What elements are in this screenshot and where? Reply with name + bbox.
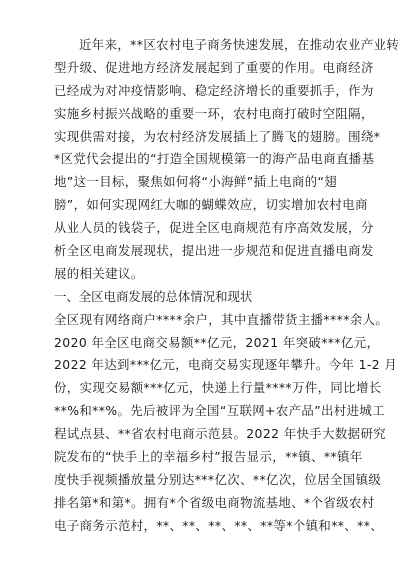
text-line: *区党代会提出的“打造全国规模第一的海产品电商直播基 [54,151,375,167]
text-line: 展的相关建议。 [54,265,144,281]
text-line: 实现供需对接，为农村经济发展插上了腾飞的翅膀。围绕* [54,128,381,144]
text-line: 电子商务示范村，**、**、**、**、**等*个镇和**、**、 [54,517,384,533]
section-heading: 一、全区电商发展的总体情况和现状 [54,288,253,304]
text-line: 排名第*和第*。拥有*个省级电商物流基地、*个省级农村 [54,494,375,510]
text-line: 膀”，如何实现网红大咖的蝴蝶效应，切实增加农村电商 [54,197,368,213]
text-line: **%和**%。先后被评为全国“互联网+农产品”出村进城工 [54,403,385,419]
text-line: 程试点县、**省农村电商示范县。2022 年快手大数据研究 [54,426,387,442]
text-line: 2022 年达到***亿元，电商交易实现逐年攀升。今年 1-2 月 [54,357,398,373]
text-line: 地”这一目标，聚焦如何将“小海鲜”插上电商的“翅 [54,174,338,190]
text-line: 全区现有网络商户****余户，其中直播带货主播****余人。 [54,311,389,327]
text-line: 近年来，**区农村电子商务快速发展，在推动农业产业转 [79,37,400,52]
text-line: 从业人员的钱袋子，促进全区电商规范有序高效发展，分 [54,220,374,236]
text-line: 度快手视频播放量分别达***亿次、**亿次，位居全国镇级 [54,471,382,487]
status-paragraph [54,309,398,538]
text-line: 实施乡村振兴战略的重要一环，农村电商打破时空阻隔， [54,105,374,121]
text-line: 份，实现交易额***亿元，快递上行量****万件，同比增长 [54,380,382,396]
intro-paragraph [54,34,400,286]
text-line: 院发布的“快手上的幸福乡村”报告显示，**镇、**镇年 [54,449,363,465]
text-line: 已经成为对冲疫情影响、稳定经济增长的重要抓手，作为 [54,82,374,98]
text-line: 型升级、促进地方经济发展起到了重要的作用。电商经济 [54,59,374,75]
text-line: 2020 年全区电商交易额**亿元，2021 年突破***亿元， [54,334,380,350]
text-line: 析全区电商发展现状，提出进一步规范和促进直播电商发 [54,243,374,259]
